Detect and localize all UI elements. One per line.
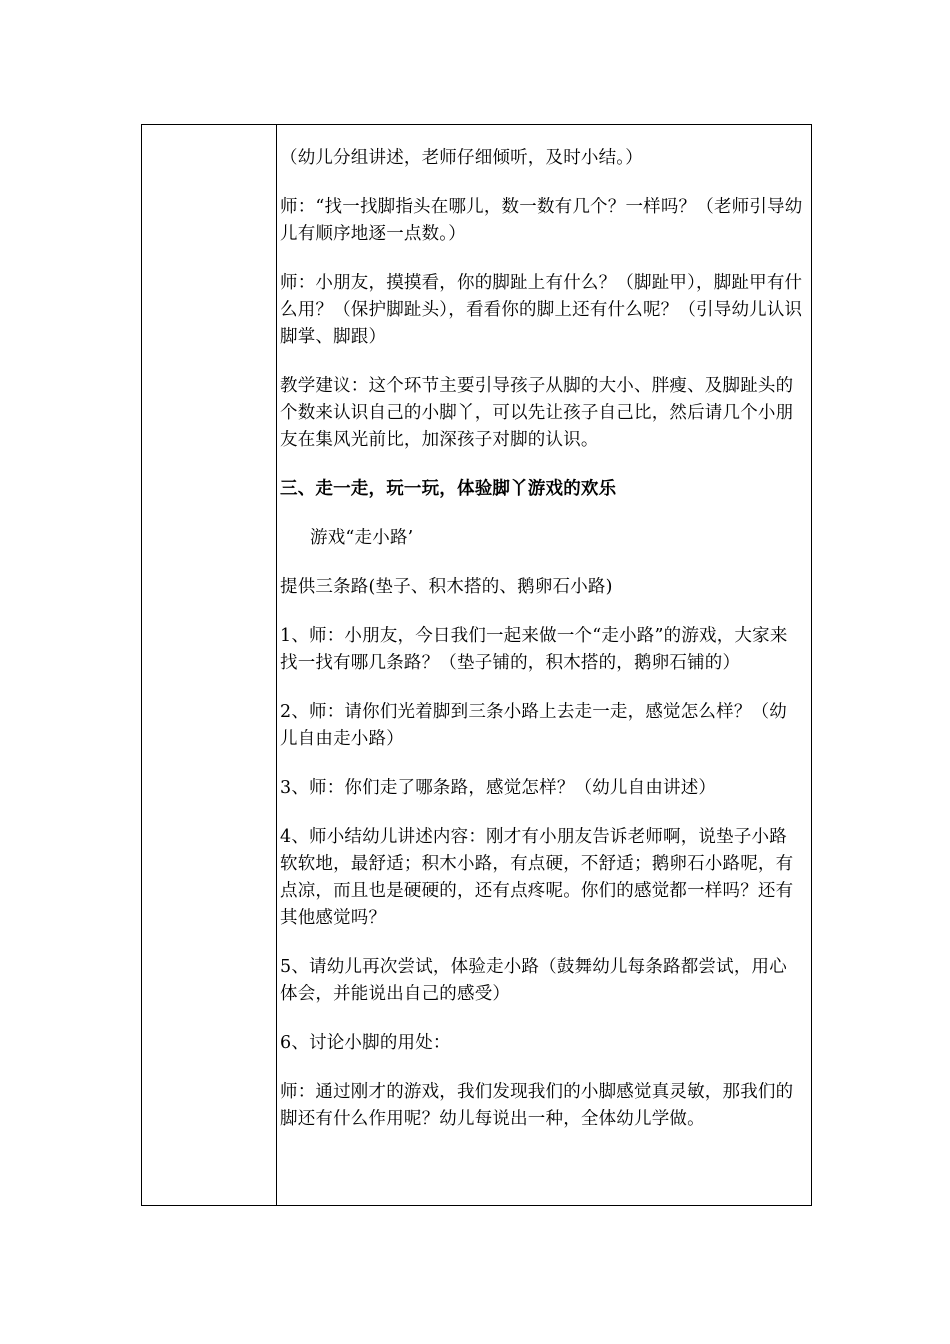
paragraph-step-5: 5、请幼儿再次尝试，体验走小路（鼓舞幼儿每条路都尝试，用心体会，并能说出自己的感受）: [280, 957, 787, 1004]
paragraph-group-summary: （幼儿分组讲述，老师仔细倾听，及时小结。）: [280, 148, 643, 168]
paragraph-step-1: 1、师：小朋友，今日我们一起来做一个“走小路”的游戏，大家来找一找有哪几条路？（垫子铺的，积木搭的，鹅卵石铺的）: [280, 626, 788, 673]
paragraph-step-4: 4、师小结幼儿讲述内容：刚才有小朋友告诉老师啊，说垫子小路软软地，最舒适；积木小路，有点硬，不舒适；鹅卵石小路呢，有点凉，而且也是硬硬的，还有点疼呢。你们的感觉都一样吗？还有其他感觉吗？: [280, 827, 794, 928]
lesson-plan-table: [141, 124, 812, 1206]
section-heading-walk-play: 三、走一走，玩一玩，体验脚丫游戏的欢乐: [280, 479, 617, 499]
paragraph-discussion: 师：通过刚才的游戏，我们发现我们的小脚感觉真灵敏，那我们的脚还有什么作用呢？幼儿每说出一种，全体幼儿学做。: [280, 1082, 794, 1129]
table-content-cell: [278, 125, 811, 1205]
paragraph-find-toes: 师：“找一找脚指头在哪儿，数一数有几个？一样吗？（老师引导幼儿有顺序地逐一点数。）: [280, 197, 803, 244]
paragraph-touch-toes: 师：小朋友，摸摸看，你的脚趾上有什么？（脚趾甲），脚趾甲有什么用？（保护脚趾头），看看你的脚上还有什么呢？（引导幼儿认识脚掌、脚跟）: [280, 273, 803, 347]
paragraph-game-title: 游戏“走小路’: [310, 528, 414, 548]
paragraph-step-2: 2、师：请你们光着脚到三条小路上去走一走，感觉怎么样？（幼儿自由走小路）: [280, 702, 787, 749]
paragraph-three-paths: 提供三条路(垫子、积木搭的、鹅卵石小路): [280, 577, 613, 597]
paragraph-step-6: 6、讨论小脚的用处：: [280, 1033, 451, 1053]
table-left-cell: [142, 125, 277, 1205]
paragraph-step-3: 3、师：你们走了哪条路，感觉怎样？（幼儿自由讲述）: [280, 778, 717, 798]
paragraph-teaching-suggestion: 教学建议：这个环节主要引导孩子从脚的大小、胖瘦、及脚趾头的个数来认识自己的小脚丫，可以先让孩子自己比，然后请几个小朋友在集风光前比，加深孩子对脚的认识。: [280, 376, 794, 450]
